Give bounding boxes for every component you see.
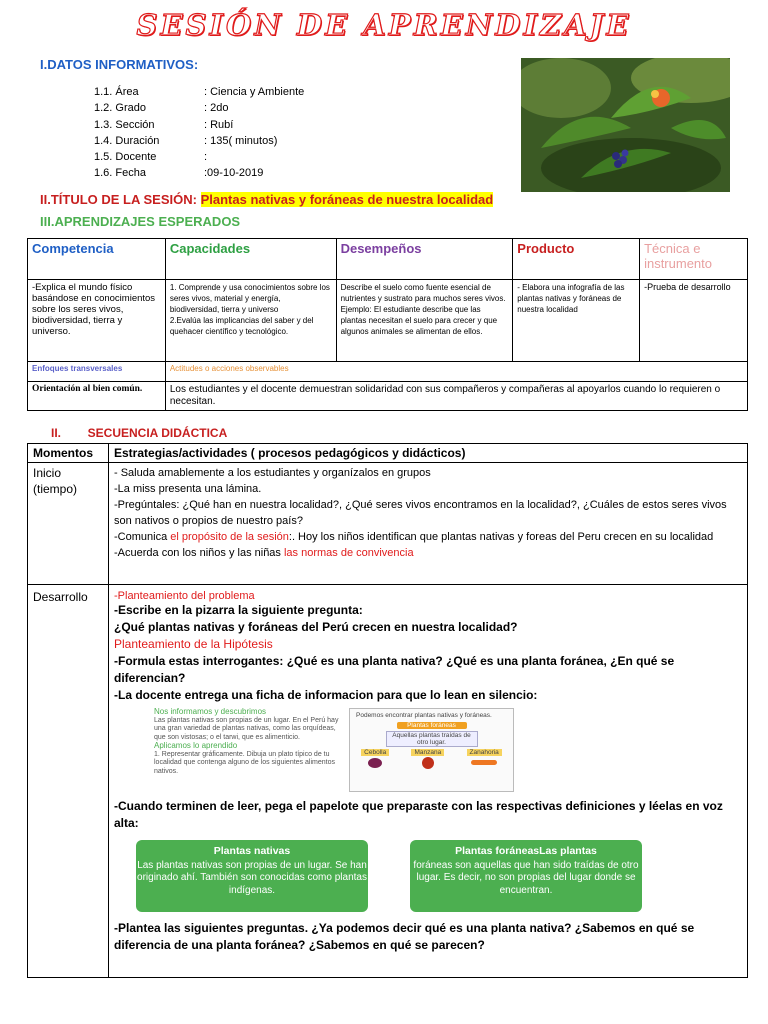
orientacion-text: Los estudiantes y el docente demuestran solidaridad con sus compañeros y compañeras al apoyarlos cuando lo requieren o necesitan. xyxy=(165,382,747,411)
inicio-line: -Comunica el propósito de la sesión:. Hoy los niños identifican que plantas nativas y foreas del Peru crecen en su localidad xyxy=(114,531,714,543)
header-momentos: Momentos xyxy=(28,444,109,463)
table-header-row xyxy=(28,444,748,463)
ficha-heading: Nos informamos y descubrimos xyxy=(154,707,267,716)
cell-tecnica: -Prueba de desarrollo xyxy=(640,280,748,362)
cell-producto: - Elabora una infografía de las plantas nativas y foráneas de nuestra localidad xyxy=(513,280,640,362)
desarrollo-line: ¿Qué plantas nativas y foráneas del Perú crecen en nuestra localidad? xyxy=(114,620,518,634)
table-row xyxy=(28,362,748,382)
inicio-line: -Acuerda con los niños y las niñas las normas de convivencia xyxy=(114,547,414,559)
datos-value: : xyxy=(204,151,208,164)
desarrollo-line: -Formula estas interrogantes: ¿Qué es una planta nativa? ¿Qué es una planta foránea, ¿En qué se diferencian? xyxy=(114,654,675,685)
datos-value: :09-10-2019 xyxy=(204,167,264,180)
box-text: Las plantas nativas son propias de un lugar. Se han originado ahí. También son conocidas como plantas indígenas. xyxy=(137,859,367,896)
aprendizajes-heading: III.APRENDIZAJES ESPERADOS xyxy=(40,214,241,229)
header-estrategias: Estrategias/actividades ( procesos pedagógicos y didácticos) xyxy=(109,444,748,463)
enfoques-label: Enfoques transversales xyxy=(28,362,166,382)
datos-value: : 2do xyxy=(204,102,229,115)
session-title-label: II.TÍTULO DE LA SESIÓN: xyxy=(40,192,197,207)
datos-row xyxy=(94,84,304,100)
box-title: Plantas foráneasLas plantas xyxy=(455,845,597,857)
ficha-left-panel xyxy=(154,708,339,788)
desarrollo-label: Desarrollo xyxy=(28,585,109,978)
inicio-line: - Saluda amablemente a los estudiantes y organízalos en grupos xyxy=(114,467,431,479)
vegetable-item: Cebolla xyxy=(361,749,389,770)
datos-row xyxy=(94,149,304,165)
inicio-line: -Pregúntales: ¿Qué han en nuestra localidad?, ¿Qué seres vivos encontramos en la localidad?, ¿Cuáles de estos seres vivos son nativos o propios de nuestro país? xyxy=(114,499,727,527)
ficha-heading: Aplicamos lo aprendido xyxy=(154,741,238,750)
datos-heading: I.DATOS INFORMATIVOS: xyxy=(40,57,199,72)
session-title xyxy=(40,192,493,207)
planteamiento-problema: -Planteamiento del problema xyxy=(114,590,255,602)
datos-label: 1.5. Docente xyxy=(94,151,157,164)
cell-competencia: -Explica el mundo físico basándose en conocimientos sobre los seres vivos, biodiversidad, tierra y universo. xyxy=(28,280,166,362)
desarrollo-line: -Plantea las siguientes preguntas. ¿Ya podemos decir qué es una planta nativa? ¿Sabemos en qué se diferencia de una planta foránea? ¿Sabemos en qué se parecen? xyxy=(114,921,695,952)
desarrollo-line: -Escribe en la pizarra la siguiente pregunta: xyxy=(114,603,363,617)
ficha-text: Podemos encontrar plantas nativas y foráneas. xyxy=(356,712,492,719)
header-tecnica: Técnica e instrumento xyxy=(640,239,748,280)
desarrollo-line: -Cuando terminen de leer, pega el papelote que preparaste con las respectivas definiciones y léelas en voz alta: xyxy=(114,799,723,830)
plantas-nativas-box xyxy=(136,840,368,912)
ficha-text: Aquellas plantas traídas de otro lugar. xyxy=(386,731,478,747)
ficha-text: Las plantas nativas son propias de un lugar. En el Perú hay una gran variedad de plantas nativas, como las orquídeas, que son vistosas; o el tarwi, que es alimenticio. xyxy=(154,716,339,741)
ficha-right-panel xyxy=(349,708,514,792)
datos-row xyxy=(94,165,304,181)
cell-capacidades: 1. Comprende y usa conocimientos sobre los seres vivos, material y energía, biodiversidad, tierra y universo 2.Evalúa las implicancias del saber y del quehacer científico y tecnológico. xyxy=(165,280,336,362)
plant-photo xyxy=(521,58,730,192)
header-producto: Producto xyxy=(513,239,640,280)
table-row xyxy=(28,382,748,411)
datos-label: 1.4. Duración xyxy=(94,134,160,147)
datos-value: : Rubí xyxy=(204,118,234,131)
ficha-text: 1. Representar gráficamente. Dibuja un plato típico de tu localidad que contenga alguno de los siguientes alimentos nativos. xyxy=(154,750,335,775)
page-title: SESIÓN DE APRENDIZAJE xyxy=(136,8,632,42)
datos-value: : 135( minutos) xyxy=(204,134,278,147)
table-header-row xyxy=(28,239,748,280)
datos-list xyxy=(94,84,304,182)
datos-row xyxy=(94,117,304,133)
plantas-foraneas-box xyxy=(410,840,642,912)
header-competencia: Competencia xyxy=(28,239,166,280)
table-row xyxy=(28,463,748,585)
secuencia-table xyxy=(27,443,748,978)
box-title: Plantas nativas xyxy=(213,845,291,857)
vegetable-item: Manzana xyxy=(411,749,444,770)
header-capacidades: Capacidades xyxy=(165,239,336,280)
cell-desempenos: Describe el suelo como fuente esencial de nutrientes y sustrato para muchos seres vivos. Ejemplo: El estudiante describe que las plantas necesitan el suelo para crecer y que algunos animales se alimentan de ellos. xyxy=(336,280,513,362)
inicio-label: Inicio (tiempo) xyxy=(28,463,109,585)
ficha-figure xyxy=(154,708,742,792)
normas-link: las normas de convivencia xyxy=(283,547,414,559)
datos-label: 1.3. Sección xyxy=(94,118,155,131)
ficha-box: Plantas foráneas xyxy=(397,722,467,729)
competencias-table xyxy=(27,238,748,411)
proposito-link: el propósito de la sesión xyxy=(170,531,289,543)
inicio-line: -La miss presenta una lámina. xyxy=(114,483,262,495)
table-row xyxy=(28,280,748,362)
planteamiento-hipotesis: Planteamiento de la Hipótesis xyxy=(114,637,273,651)
datos-label: 1.2. Grado xyxy=(94,102,146,115)
actitudes-label: Actitudes o acciones observables xyxy=(165,362,747,382)
header-desempenos: Desempeños xyxy=(336,239,513,280)
datos-label: 1.6. Fecha xyxy=(94,167,146,180)
table-row xyxy=(28,585,748,978)
datos-row xyxy=(94,133,304,149)
datos-label: 1.1. Área xyxy=(94,86,139,98)
session-title-value: Plantas nativas y foráneas de nuestra localidad xyxy=(200,192,494,207)
orientacion-label: Orientación al bien común. xyxy=(28,382,166,411)
desarrollo-line: -La docente entrega una ficha de informacion para que lo lean en silencio: xyxy=(114,688,538,702)
secuencia-heading: II. SECUENCIA DIDÁCTICA xyxy=(51,426,228,440)
box-text: foráneas son aquellas que han sido traídas de otro lugar. Es decir, no son propias del lugar donde se encuentran. xyxy=(413,859,639,896)
vegetable-item: Zanahoria xyxy=(467,749,502,770)
datos-row xyxy=(94,100,304,116)
datos-value: : Ciencia y Ambiente xyxy=(204,86,305,98)
definitions-boxes xyxy=(136,840,742,912)
